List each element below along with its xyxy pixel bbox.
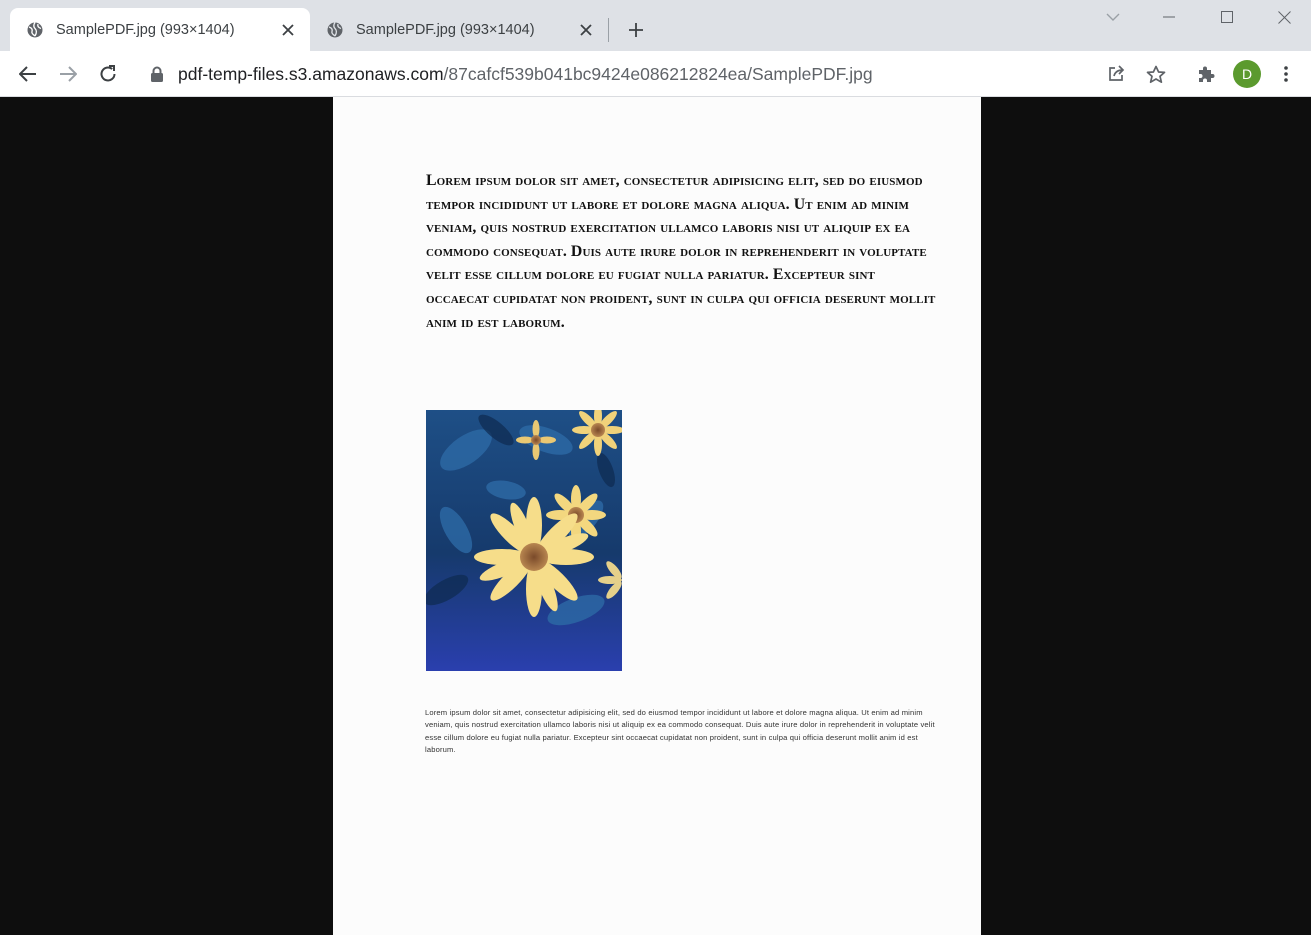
maximize-button[interactable] — [1199, 0, 1255, 34]
minimize-icon — [1163, 16, 1175, 18]
close-tab-icon[interactable] — [576, 20, 596, 40]
minimize-button[interactable] — [1141, 0, 1197, 34]
tab-title: SamplePDF.jpg (993×1404) — [356, 21, 535, 38]
close-window-button[interactable] — [1256, 0, 1311, 34]
document-heading-paragraph: Lorem ipsum dolor sit amet, consectetur adipisicing elit, sed do eiusmod tempor incididunt ut labore et dolore magna aliqua. Ut enim ad minim veniam, quis nostrud exercitation ullamco laboris nisi ut aliquip ex ea commodo consequat. Duis aute irure dolor in reprehenderit in voluptate velit esse cillum dolore eu fugiat nulla pariatur. Excepteur sint occaecat cupidatat non proident, sunt in culpa qui officia deserunt mollit anim id est laborum. — [426, 172, 936, 331]
maximize-icon — [1221, 11, 1233, 23]
globe-icon — [26, 21, 44, 39]
url-path: /87cafcf539b041bc9424e086212824ea/SamplePDF.jpg — [443, 63, 873, 84]
url-text — [178, 64, 873, 85]
tab-title: SamplePDF.jpg (993×1404) — [56, 21, 235, 38]
profile-avatar[interactable]: D — [1233, 60, 1261, 88]
tab-active[interactable] — [10, 8, 310, 51]
share-button[interactable] — [1100, 58, 1132, 90]
share-icon — [1107, 65, 1125, 83]
reload-icon — [99, 65, 117, 83]
tab-search-button[interactable] — [1085, 0, 1141, 34]
lock-icon[interactable] — [150, 66, 164, 82]
star-icon — [1146, 65, 1166, 84]
kebab-menu-icon — [1284, 66, 1288, 82]
globe-icon — [326, 21, 344, 39]
address-bar[interactable] — [140, 56, 1090, 92]
tab-strip — [0, 0, 1311, 51]
arrow-left-icon — [19, 66, 37, 82]
browser-toolbar — [0, 51, 1311, 97]
document-image — [333, 97, 981, 935]
close-icon — [1278, 11, 1291, 24]
document-caption-paragraph: Lorem ipsum dolor sit amet, consectetur adipisicing elit, sed do eiusmod tempor incididunt ut labore et dolore magna aliqua. Ut enim ad minim veniam, quis nostrud exercitation ullamco laboris nisi ut aliquip ex ea commodo consequat. Duis aute irure dolor in reprehenderit in voluptate velit esse cillum dolore eu fugiat nulla pariatur. Excepteur sint occaecat cupidatat non proident, sunt in culpa qui officia deserunt mollit anim id est laborum. — [425, 708, 935, 754]
arrow-right-icon — [59, 66, 77, 82]
tab-separator — [608, 18, 609, 42]
forward-button[interactable] — [52, 58, 84, 90]
image-viewport — [0, 97, 1311, 935]
chevron-down-icon — [1106, 13, 1120, 21]
extensions-button[interactable] — [1190, 58, 1222, 90]
bookmark-button[interactable] — [1140, 58, 1172, 90]
url-host: pdf-temp-files.s3.amazonaws.com — [178, 63, 444, 84]
reload-button[interactable] — [92, 58, 124, 90]
plus-icon — [628, 22, 644, 38]
back-button[interactable] — [12, 58, 44, 90]
menu-button[interactable] — [1270, 58, 1302, 90]
close-tab-icon[interactable] — [278, 20, 298, 40]
puzzle-icon — [1197, 65, 1215, 83]
new-tab-button[interactable] — [622, 16, 650, 44]
flower-photo — [426, 410, 622, 671]
tab-inactive[interactable] — [310, 8, 608, 51]
